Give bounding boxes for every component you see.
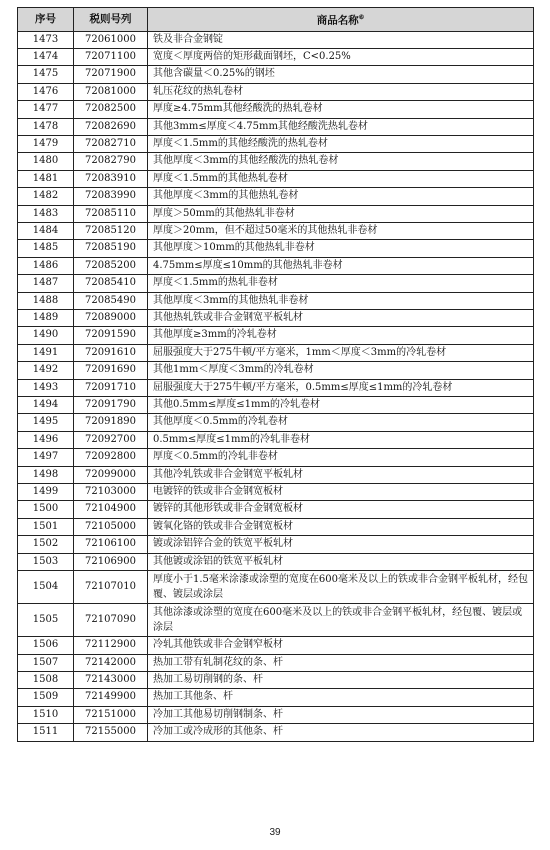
cell-name: 厚度＞20mm，但不超过50毫米的其他热轧非卷材	[148, 222, 534, 239]
cell-name: 其他冷轧铁或非合金钢宽平板轧材	[148, 466, 534, 483]
cell-seq: 1488	[18, 292, 74, 309]
table-header-row	[18, 8, 534, 32]
cell-code: 72091890	[74, 414, 148, 431]
table-row	[18, 48, 534, 65]
cell-name: 镀锌的其他形铁或非合金钢宽板材	[148, 501, 534, 518]
table-row	[18, 222, 534, 239]
cell-code: 72107010	[74, 571, 148, 604]
cell-code: 72106900	[74, 553, 148, 570]
table-body	[18, 31, 534, 741]
cell-code: 72082690	[74, 118, 148, 135]
cell-seq: 1494	[18, 397, 74, 414]
header-name-label: 商品名称	[316, 14, 359, 27]
cell-seq: 1490	[18, 327, 74, 344]
cell-code: 72091610	[74, 344, 148, 361]
table-row	[18, 101, 534, 118]
cell-code: 72085190	[74, 240, 148, 257]
cell-code: 72085410	[74, 275, 148, 292]
cell-name: 屈服强度大于275牛顿/平方毫米，0.5mm≤厚度≤1mm的冷轧卷材	[148, 379, 534, 396]
cell-code: 72083990	[74, 188, 148, 205]
cell-code: 72092700	[74, 431, 148, 448]
cell-seq: 1498	[18, 466, 74, 483]
cell-name: 其他含碳量＜0.25%的钢坯	[148, 66, 534, 83]
table-row	[18, 604, 534, 637]
cell-seq: 1484	[18, 222, 74, 239]
table-row	[18, 83, 534, 100]
cell-seq: 1486	[18, 257, 74, 274]
cell-seq: 1495	[18, 414, 74, 431]
table-row	[18, 553, 534, 570]
cell-name: 厚度＜1.5mm的其他热轧卷材	[148, 170, 534, 187]
cell-name: 镀氧化铬的铁或非合金钢宽板材	[148, 518, 534, 535]
table-row	[18, 689, 534, 706]
cell-code: 72104900	[74, 501, 148, 518]
cell-name: 冷加工其他易切削钢制条、杆	[148, 706, 534, 723]
cell-name: 热加工易切削钢的条、杆	[148, 671, 534, 688]
cell-name: 0.5mm≤厚度≤1mm的冷轧非卷材	[148, 431, 534, 448]
cell-name: 厚度小于1.5毫米涂漆或涂塑的宽度在600毫米及以上的铁或非合金钢平板轧材，经包覆、镀层或涂层	[148, 571, 534, 604]
cell-seq: 1505	[18, 604, 74, 637]
cell-seq: 1480	[18, 153, 74, 170]
cell-name: 铁及非合金钢锭	[148, 31, 534, 48]
cell-code: 72061000	[74, 31, 148, 48]
table-row	[18, 170, 534, 187]
cell-seq: 1497	[18, 449, 74, 466]
table-row	[18, 188, 534, 205]
cell-name: 其他镀或涂铝的铁宽平板轧材	[148, 553, 534, 570]
cell-name: 厚度＞50mm的其他热轧非卷材	[148, 205, 534, 222]
cell-name: 屈服强度大于275牛顿/平方毫米，1mm＜厚度＜3mm的冷轧卷材	[148, 344, 534, 361]
cell-name: 其他厚度＜0.5mm的冷轧卷材	[148, 414, 534, 431]
cell-code: 72106100	[74, 536, 148, 553]
cell-name: 轧压花纹的热轧卷材	[148, 83, 534, 100]
table-row	[18, 637, 534, 654]
table-row	[18, 414, 534, 431]
cell-seq: 1491	[18, 344, 74, 361]
cell-code: 72085120	[74, 222, 148, 239]
cell-seq: 1483	[18, 205, 74, 222]
cell-code: 72155000	[74, 724, 148, 741]
table-row	[18, 153, 534, 170]
table-row	[18, 310, 534, 327]
cell-seq: 1481	[18, 170, 74, 187]
table-row	[18, 275, 534, 292]
table-row	[18, 118, 534, 135]
cell-name: 其他3mm≤厚度＜4.75mm其他经酸洗热轧卷材	[148, 118, 534, 135]
cell-seq: 1477	[18, 101, 74, 118]
cell-seq: 1478	[18, 118, 74, 135]
cell-code: 72105000	[74, 518, 148, 535]
cell-seq: 1485	[18, 240, 74, 257]
cell-code: 72082500	[74, 101, 148, 118]
cell-seq: 1510	[18, 706, 74, 723]
header-code: 税则号列	[74, 8, 148, 32]
table-row	[18, 518, 534, 535]
cell-name: 其他0.5mm≤厚度≤1mm的冷轧卷材	[148, 397, 534, 414]
cell-code: 72083910	[74, 170, 148, 187]
cell-seq: 1475	[18, 66, 74, 83]
cell-seq: 1496	[18, 431, 74, 448]
cell-code: 72081000	[74, 83, 148, 100]
cell-name: 其他厚度≥3mm的冷轧卷材	[148, 327, 534, 344]
cell-seq: 1499	[18, 484, 74, 501]
cell-seq: 1509	[18, 689, 74, 706]
cell-name: 其他厚度＜3mm的其他热轧卷材	[148, 188, 534, 205]
cell-seq: 1504	[18, 571, 74, 604]
table-row	[18, 257, 534, 274]
cell-seq: 1487	[18, 275, 74, 292]
table-row	[18, 66, 534, 83]
table-row	[18, 671, 534, 688]
cell-code: 72091790	[74, 397, 148, 414]
tariff-table	[17, 7, 534, 742]
page-number: 39	[269, 827, 281, 838]
cell-name: 厚度＜1.5mm的热轧非卷材	[148, 275, 534, 292]
cell-name: 热加工其他条、杆	[148, 689, 534, 706]
table-row	[18, 344, 534, 361]
cell-name: 其他厚度＜3mm的其他经酸洗的热轧卷材	[148, 153, 534, 170]
document-page	[17, 7, 533, 742]
cell-code: 72085490	[74, 292, 148, 309]
cell-code: 72143000	[74, 671, 148, 688]
table-row	[18, 724, 534, 741]
table-row	[18, 501, 534, 518]
cell-code: 72151000	[74, 706, 148, 723]
cell-seq: 1479	[18, 135, 74, 152]
cell-seq: 1503	[18, 553, 74, 570]
cell-name: 厚度＜0.5mm的冷轧非卷材	[148, 449, 534, 466]
cell-code: 72091590	[74, 327, 148, 344]
cell-name: 其他厚度＞10mm的其他热轧非卷材	[148, 240, 534, 257]
cell-code: 72149900	[74, 689, 148, 706]
table-row	[18, 466, 534, 483]
cell-seq: 1492	[18, 362, 74, 379]
table-row	[18, 135, 534, 152]
table-row	[18, 536, 534, 553]
cell-code: 72099000	[74, 466, 148, 483]
cell-code: 72071900	[74, 66, 148, 83]
cell-name: 其他热轧铁或非合金钢宽平板轧材	[148, 310, 534, 327]
cell-seq: 1507	[18, 654, 74, 671]
cell-seq: 1502	[18, 536, 74, 553]
table-row	[18, 654, 534, 671]
table-row	[18, 397, 534, 414]
cell-code: 72112900	[74, 637, 148, 654]
table-row	[18, 240, 534, 257]
cell-name: 热加工带有轧制花纹的条、杆	[148, 654, 534, 671]
cell-code: 72071100	[74, 48, 148, 65]
cell-seq: 1501	[18, 518, 74, 535]
cell-seq: 1508	[18, 671, 74, 688]
cell-code: 72142000	[74, 654, 148, 671]
cell-code: 72089000	[74, 310, 148, 327]
cell-code: 72082710	[74, 135, 148, 152]
cell-name: 镀或涂铝锌合金的铁宽平板轧材	[148, 536, 534, 553]
cell-name: 其他厚度＜3mm的其他热轧非卷材	[148, 292, 534, 309]
cell-code: 72091710	[74, 379, 148, 396]
table-row	[18, 571, 534, 604]
cell-seq: 1489	[18, 310, 74, 327]
table-row	[18, 449, 534, 466]
cell-seq: 1474	[18, 48, 74, 65]
cell-seq: 1476	[18, 83, 74, 100]
cell-name: 4.75mm≤厚度≤10mm的其他热轧非卷材	[148, 257, 534, 274]
cell-seq: 1473	[18, 31, 74, 48]
header-name-note: ⑥	[358, 14, 365, 21]
cell-name: 厚度≥4.75mm其他经酸洗的热轧卷材	[148, 101, 534, 118]
cell-name: 其他1mm＜厚度＜3mm的冷轧卷材	[148, 362, 534, 379]
cell-seq: 1482	[18, 188, 74, 205]
cell-seq: 1511	[18, 724, 74, 741]
table-row	[18, 327, 534, 344]
table-row	[18, 484, 534, 501]
table-row	[18, 362, 534, 379]
cell-code: 72092800	[74, 449, 148, 466]
cell-name: 其他涂漆或涂塑的宽度在600毫米及以上的铁或非合金钢平板轧材，经包覆、镀层或涂层	[148, 604, 534, 637]
table-row	[18, 292, 534, 309]
header-name	[148, 8, 534, 32]
header-seq: 序号	[18, 8, 74, 32]
cell-seq: 1506	[18, 637, 74, 654]
cell-name: 冷轧其他铁或非合金钢窄板材	[148, 637, 534, 654]
cell-seq: 1500	[18, 501, 74, 518]
cell-code: 72082790	[74, 153, 148, 170]
cell-code: 72103000	[74, 484, 148, 501]
cell-name: 电镀锌的铁或非合金钢宽板材	[148, 484, 534, 501]
table-row	[18, 379, 534, 396]
cell-name: 宽度＜厚度两倍的矩形截面钢坯，C<0.25%	[148, 48, 534, 65]
table-row	[18, 431, 534, 448]
table-row	[18, 31, 534, 48]
table-row	[18, 706, 534, 723]
cell-seq: 1493	[18, 379, 74, 396]
cell-code: 72085200	[74, 257, 148, 274]
cell-name: 厚度＜1.5mm的其他经酸洗的热轧卷材	[148, 135, 534, 152]
table-row	[18, 205, 534, 222]
cell-code: 72107090	[74, 604, 148, 637]
cell-name: 冷加工或冷成形的其他条、杆	[148, 724, 534, 741]
cell-code: 72085110	[74, 205, 148, 222]
cell-code: 72091690	[74, 362, 148, 379]
